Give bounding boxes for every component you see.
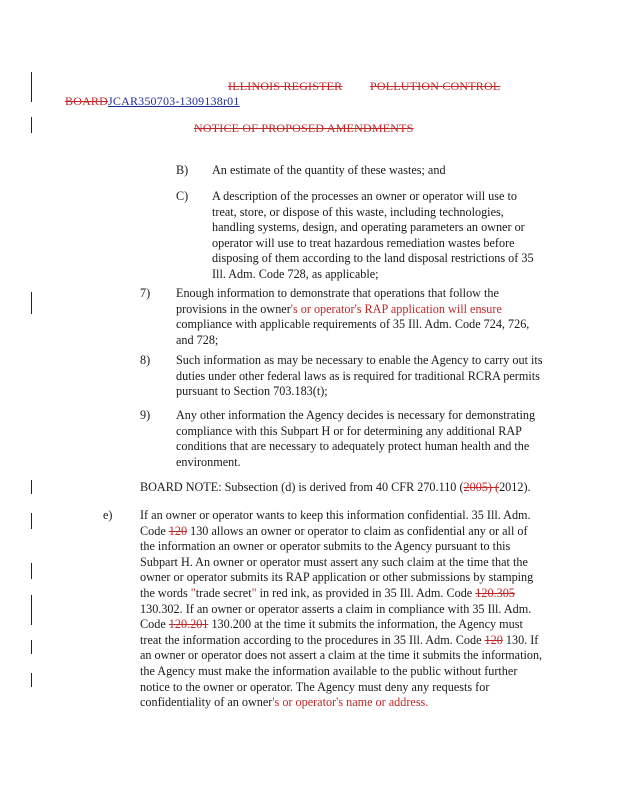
change-bar	[31, 513, 32, 529]
item-label-b: B)	[176, 163, 189, 177]
board-note: BOARD NOTE: Subsection (d) is derived from 40 CFR 270.110 (2005) (2012).	[140, 480, 531, 494]
text-line: confidentiality of an owner's or operator's name or address.	[140, 695, 429, 710]
text-line: Such information as may be necessary to enable the Agency to carry out its	[176, 353, 543, 367]
item-8-text	[176, 353, 543, 400]
header-id-line	[65, 94, 240, 109]
item-label-8: 8)	[140, 353, 151, 367]
change-bar	[31, 292, 32, 314]
text-line: duties under other federal laws as is required for traditional RCRA permits	[176, 368, 540, 383]
text-line: Subpart H. An owner or operator must assert any such claim at the time that the	[140, 554, 528, 569]
text-line: treat the information according to the procedures in 35 Ill. Adm. Code 120 130. If	[140, 632, 539, 647]
item-b-text	[212, 163, 446, 179]
item-label-7: 7)	[140, 286, 151, 300]
text-line: provisions in the owner's or operator's RAP application will ensure	[176, 301, 502, 316]
text-line: environment.	[176, 454, 241, 469]
text-line: an owner or operator does not assert a claim at the time it submits the information,	[140, 648, 543, 663]
text-line: compliance with this Subpart H or for determining any additional RAP	[176, 423, 522, 438]
text-line: Ill. Adm. Code 728, as applicable;	[212, 266, 379, 281]
item-7-text	[176, 286, 529, 348]
text-line: pursuant to Section 703.183(t);	[176, 384, 328, 399]
text-line: owner or operator submits its RAP application or other submissions by stamping	[140, 570, 534, 585]
item-label-9: 9)	[140, 408, 151, 422]
text-line: handling systems, design, and operating parameters an owner or	[212, 220, 525, 235]
change-bar	[31, 640, 32, 654]
item-e-text	[140, 508, 542, 711]
register-title: ILLINOIS REGISTER	[228, 79, 343, 93]
change-bar	[31, 72, 32, 102]
text-line: Code 120.201 130.200 at the time it submits the information, the Agency must	[140, 617, 523, 632]
text-line: Enough information to demonstrate that operations that follow the	[176, 286, 499, 300]
text-line: operator will use to treat hazardous remediation wastes before	[212, 235, 515, 250]
text-line: the information an owner or operator submits to the Agency pursuant to this	[140, 539, 511, 554]
text-line: notice to the owner or operator. The Agency must deny any requests for	[140, 679, 490, 694]
notice-title: NOTICE OF PROPOSED AMENDMENTS	[194, 121, 414, 135]
text-line: An estimate of the quantity of these wastes; and	[212, 163, 446, 177]
text-line: Any other information the Agency decides is necessary for demonstrating	[176, 408, 536, 422]
item-label-e: e)	[103, 508, 113, 522]
text-line: compliance with applicable requirements of 35 Ill. Adm. Code 724, 726,	[176, 317, 530, 332]
change-bar	[31, 117, 32, 133]
jcar-id: JCAR350703-1309138r01	[108, 94, 240, 108]
item-c-text	[212, 189, 534, 283]
text-line: A description of the processes an owner or operator will use to	[212, 189, 517, 203]
item-9-text	[176, 408, 535, 470]
text-line: 130.302. If an owner or operator asserts a claim in compliance with 35 Ill. Adm.	[140, 601, 532, 616]
change-bar	[31, 595, 32, 625]
text-line: Code 120 130 allows an owner or operator to claim as confidential any or all of	[140, 523, 528, 538]
text-line: conditions that are necessary to adequately protect human health and the	[176, 439, 530, 454]
change-bar	[31, 480, 32, 494]
text-line: the Agency must make the information available to the public without further	[140, 663, 518, 678]
board-struck: BOARD	[65, 94, 109, 108]
pollution-control-title: POLLUTION CONTROL	[370, 79, 501, 93]
text-line: and 728;	[176, 332, 219, 347]
text-line: the words "trade secret" in red ink, as provided in 35 Ill. Adm. Code 120.305	[140, 585, 515, 600]
text-line: disposing of them according to the land disposal restrictions of 35	[212, 251, 534, 266]
change-bar	[31, 673, 32, 687]
text-line: If an owner or operator wants to keep this information confidential. 35 Ill. Adm.	[140, 508, 531, 522]
item-label-c: C)	[176, 189, 189, 203]
text-line: treat, store, or dispose of this waste, including technologies,	[212, 204, 504, 219]
change-bar	[31, 563, 32, 579]
